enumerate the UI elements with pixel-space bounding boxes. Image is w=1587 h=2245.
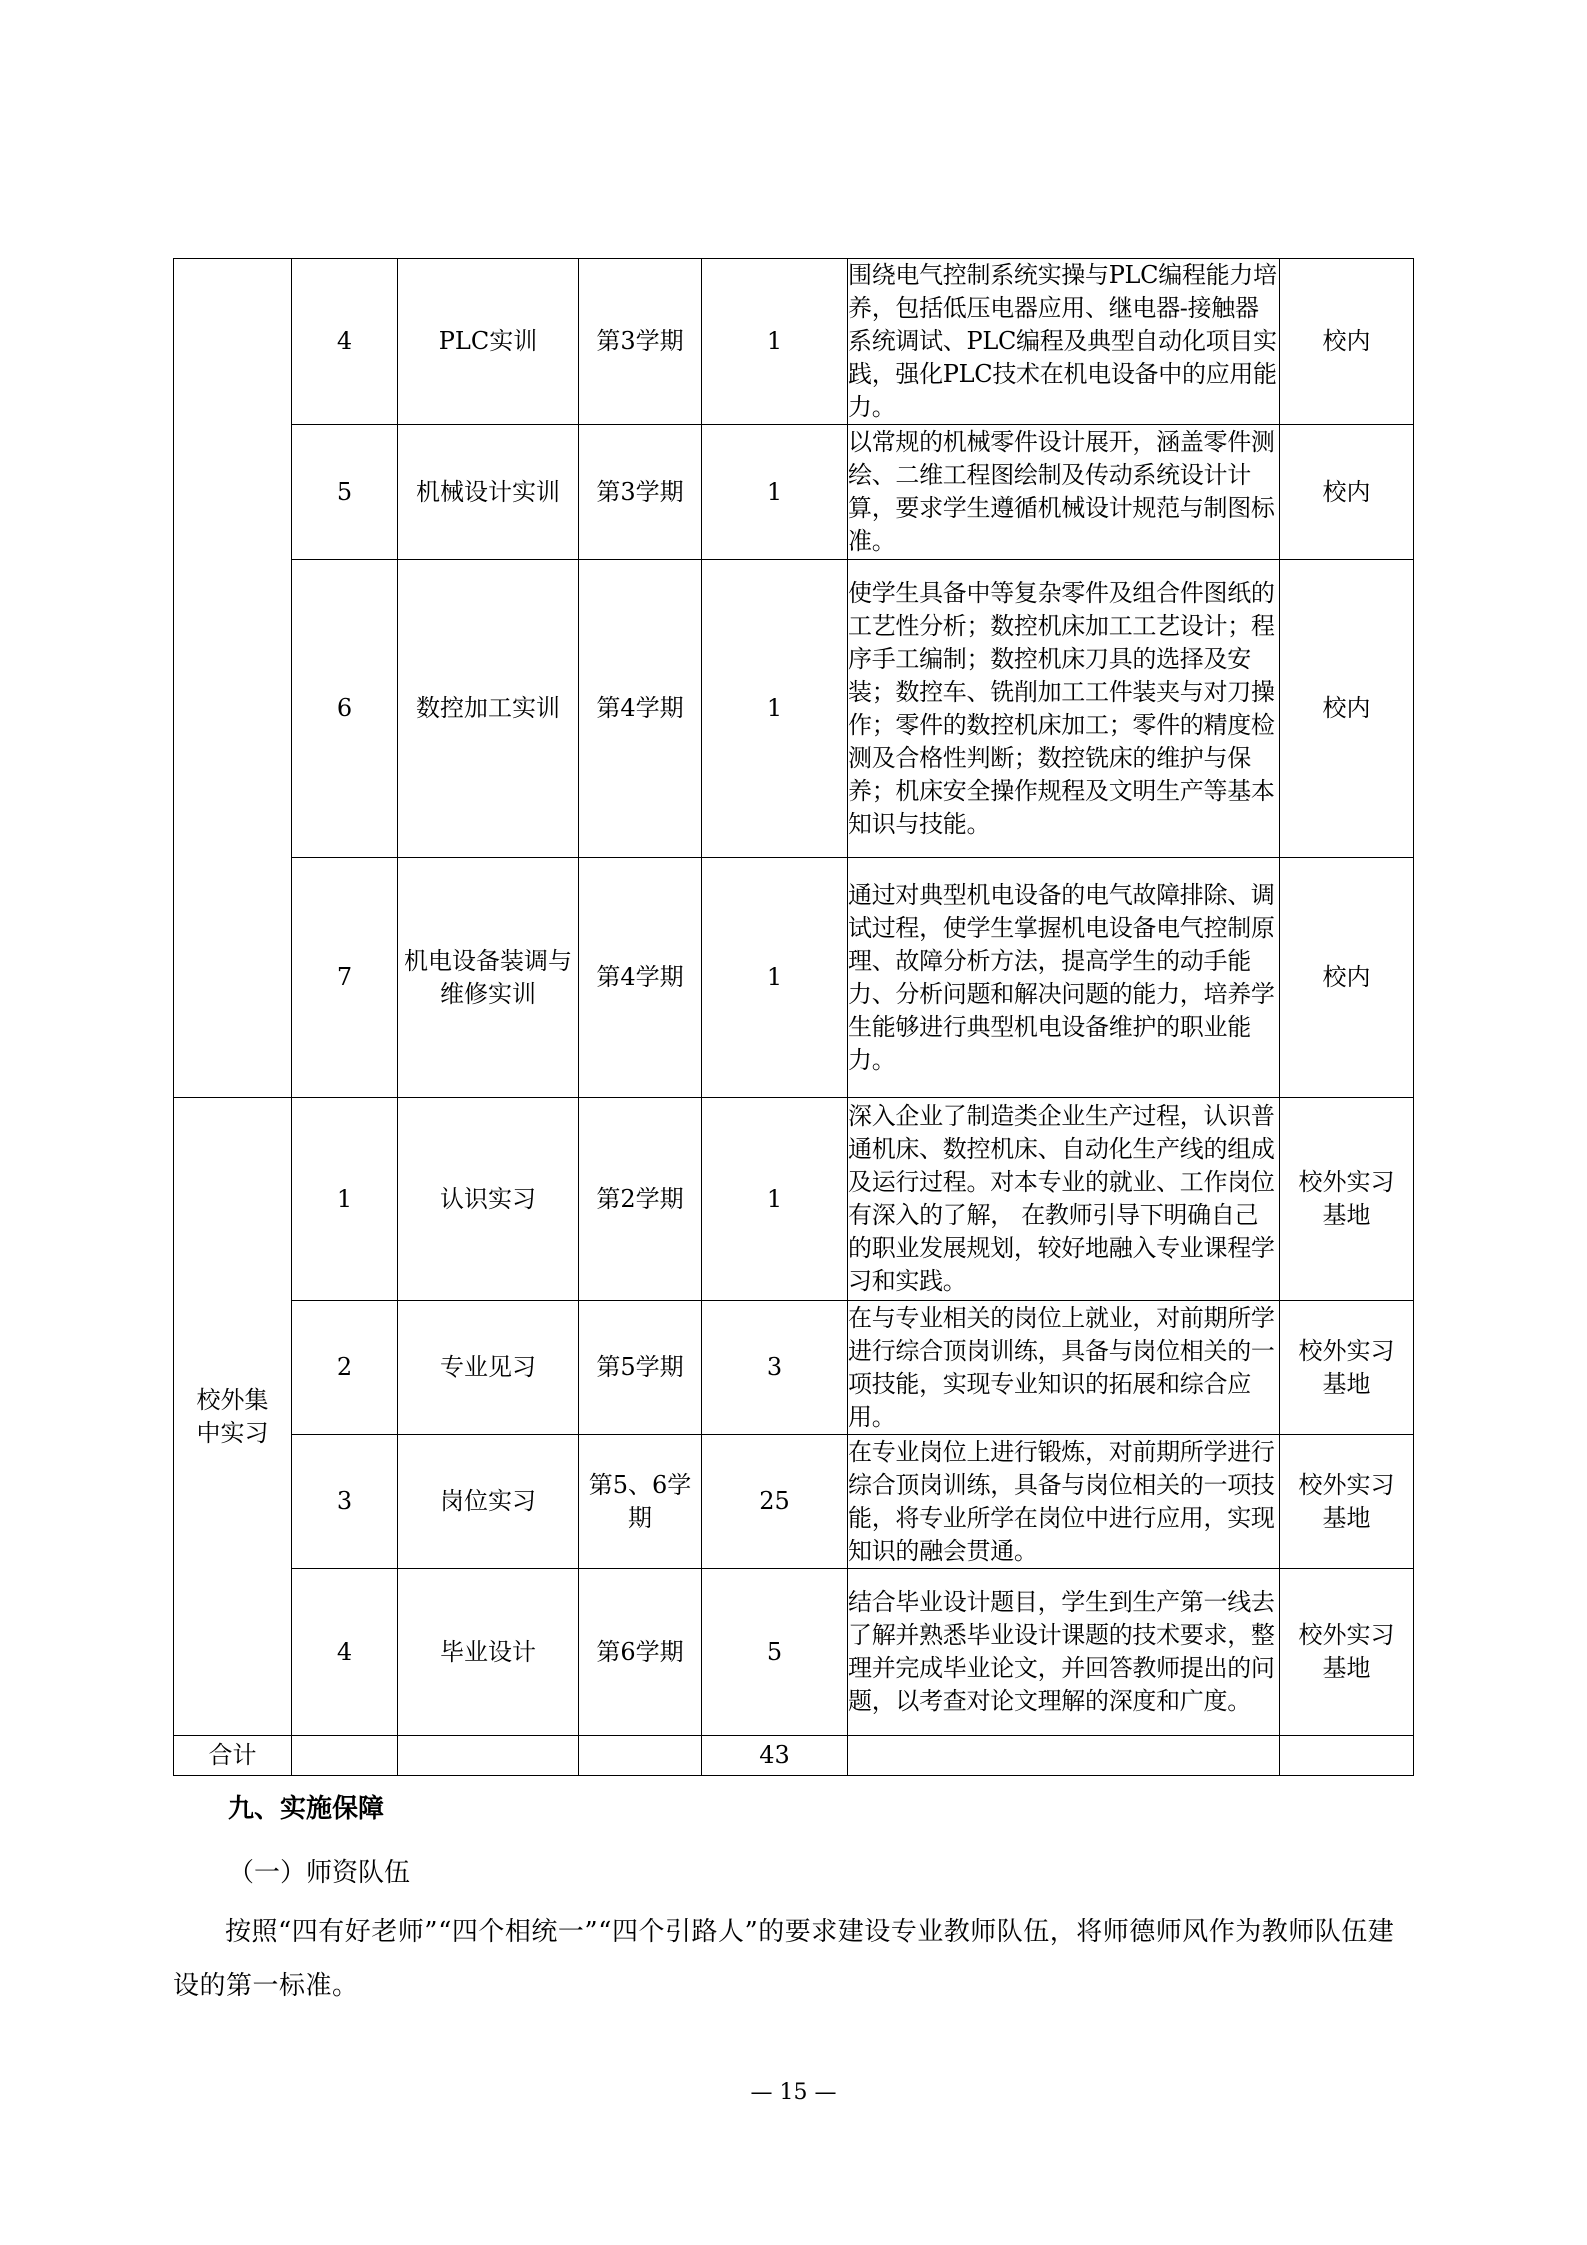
semester: 第2学期	[579, 1098, 702, 1301]
body-paragraph: 按照“四有好老师”“四个相统一”“四个引路人”的要求建设专业教师队伍，将师德师风作为教师队伍建设的第一标准。	[173, 1917, 1395, 2001]
weeks: 1	[702, 858, 848, 1098]
weeks: 1	[702, 425, 848, 560]
row-number: 2	[292, 1301, 398, 1435]
total-weeks: 43	[702, 1736, 848, 1776]
table-row	[174, 858, 1414, 1098]
description: 在与专业相关的岗位上就业，对前期所学进行综合顶岗训练，具备与岗位相关的一项技能，实现专业知识的拓展和综合应用。	[848, 1301, 1280, 1435]
row-number: 3	[292, 1435, 398, 1569]
description: 使学生具备中等复杂零件及组合件图纸的工艺性分析；数控机床加工工艺设计；程序手工编制；数控机床刀具的选择及安装；数控车、铣削加工工件装夹与对刀操作；零件的数控机床加工；零件的精度检测及合格性判断；数控铣床的维护与保养；机床安全操作规程及文明生产等基本知识与技能。	[848, 560, 1280, 858]
course-name: 机械设计实训	[398, 425, 579, 560]
section-heading: 九、实施保障	[228, 1794, 385, 1824]
semester: 第5学期	[579, 1301, 702, 1435]
category-label: 校外集中实习	[174, 1098, 292, 1736]
course-name: 毕业设计	[398, 1569, 579, 1736]
subsection-heading: （一）师资队伍	[228, 1858, 411, 1888]
page-number: — 15 —	[750, 2080, 837, 2105]
semester: 第4学期	[579, 858, 702, 1098]
description: 围绕电气控制系统实操与PLC编程能力培养，包括低压电器应用、继电器-接触器系统调试、PLC编程及典型自动化项目实践，强化PLC技术在机电设备中的应用能力。	[848, 259, 1280, 425]
weeks: 25	[702, 1435, 848, 1569]
semester: 第4学期	[579, 560, 702, 858]
row-number: 6	[292, 560, 398, 858]
course-name: 机电设备装调与维修实训	[398, 858, 579, 1098]
location: 校内	[1280, 425, 1414, 560]
table-row	[174, 1098, 1414, 1301]
course-name: 专业见习	[398, 1301, 579, 1435]
weeks: 3	[702, 1301, 848, 1435]
course-name: PLC实训	[398, 259, 579, 425]
empty-cell	[292, 1736, 398, 1776]
course-name: 认识实习	[398, 1098, 579, 1301]
total-row	[174, 1736, 1414, 1776]
description: 结合毕业设计题目，学生到生产第一线去了解并熟悉毕业设计课题的技术要求，整理并完成毕业论文，并回答教师提出的问题，以考查对论文理解的深度和广度。	[848, 1569, 1280, 1736]
location: 校内	[1280, 560, 1414, 858]
practice-table	[173, 258, 1414, 1776]
table-row	[174, 1435, 1414, 1569]
description: 深入企业了制造类企业生产过程，认识普通机床、数控机床、自动化生产线的组成及运行过程。对本专业的就业、工作岗位有深入的了解， 在教师引导下明确自己的职业发展规划，较好地融入专业课程学习和实践。	[848, 1098, 1280, 1301]
location: 校内	[1280, 858, 1414, 1098]
weeks: 1	[702, 560, 848, 858]
row-number: 4	[292, 1569, 398, 1736]
course-name: 数控加工实训	[398, 560, 579, 858]
total-label: 合计	[174, 1736, 292, 1776]
semester: 第6学期	[579, 1569, 702, 1736]
empty-cell	[398, 1736, 579, 1776]
location: 校外实习基地	[1280, 1435, 1414, 1569]
description: 以常规的机械零件设计展开，涵盖零件测绘、二维工程图绘制及传动系统设计计算，要求学生遵循机械设计规范与制图标准。	[848, 425, 1280, 560]
row-number: 7	[292, 858, 398, 1098]
table-row	[174, 425, 1414, 560]
location: 校外实习基地	[1280, 1098, 1414, 1301]
location: 校外实习基地	[1280, 1301, 1414, 1435]
table-row	[174, 259, 1414, 425]
description: 通过对典型机电设备的电气故障排除、调试过程，使学生掌握机电设备电气控制原理、故障分析方法，提高学生的动手能力、分析问题和解决问题的能力，培养学生能够进行典型机电设备维护的职业能力。	[848, 858, 1280, 1098]
semester: 第5、6学期	[579, 1435, 702, 1569]
semester: 第3学期	[579, 425, 702, 560]
weeks: 1	[702, 259, 848, 425]
table-row	[174, 560, 1414, 858]
semester: 第3学期	[579, 259, 702, 425]
table-row	[174, 1569, 1414, 1736]
row-number: 1	[292, 1098, 398, 1301]
table-row	[174, 1301, 1414, 1435]
course-name: 岗位实习	[398, 1435, 579, 1569]
empty-cell	[1280, 1736, 1414, 1776]
description: 在专业岗位上进行锻炼，对前期所学进行综合顶岗训练，具备与岗位相关的一项技能，将专业所学在岗位中进行应用，实现知识的融会贯通。	[848, 1435, 1280, 1569]
row-number: 5	[292, 425, 398, 560]
empty-cell	[848, 1736, 1280, 1776]
weeks: 5	[702, 1569, 848, 1736]
row-number: 4	[292, 259, 398, 425]
weeks: 1	[702, 1098, 848, 1301]
location: 校内	[1280, 259, 1414, 425]
location: 校外实习基地	[1280, 1569, 1414, 1736]
category-cell-empty	[174, 259, 292, 1098]
empty-cell	[579, 1736, 702, 1776]
